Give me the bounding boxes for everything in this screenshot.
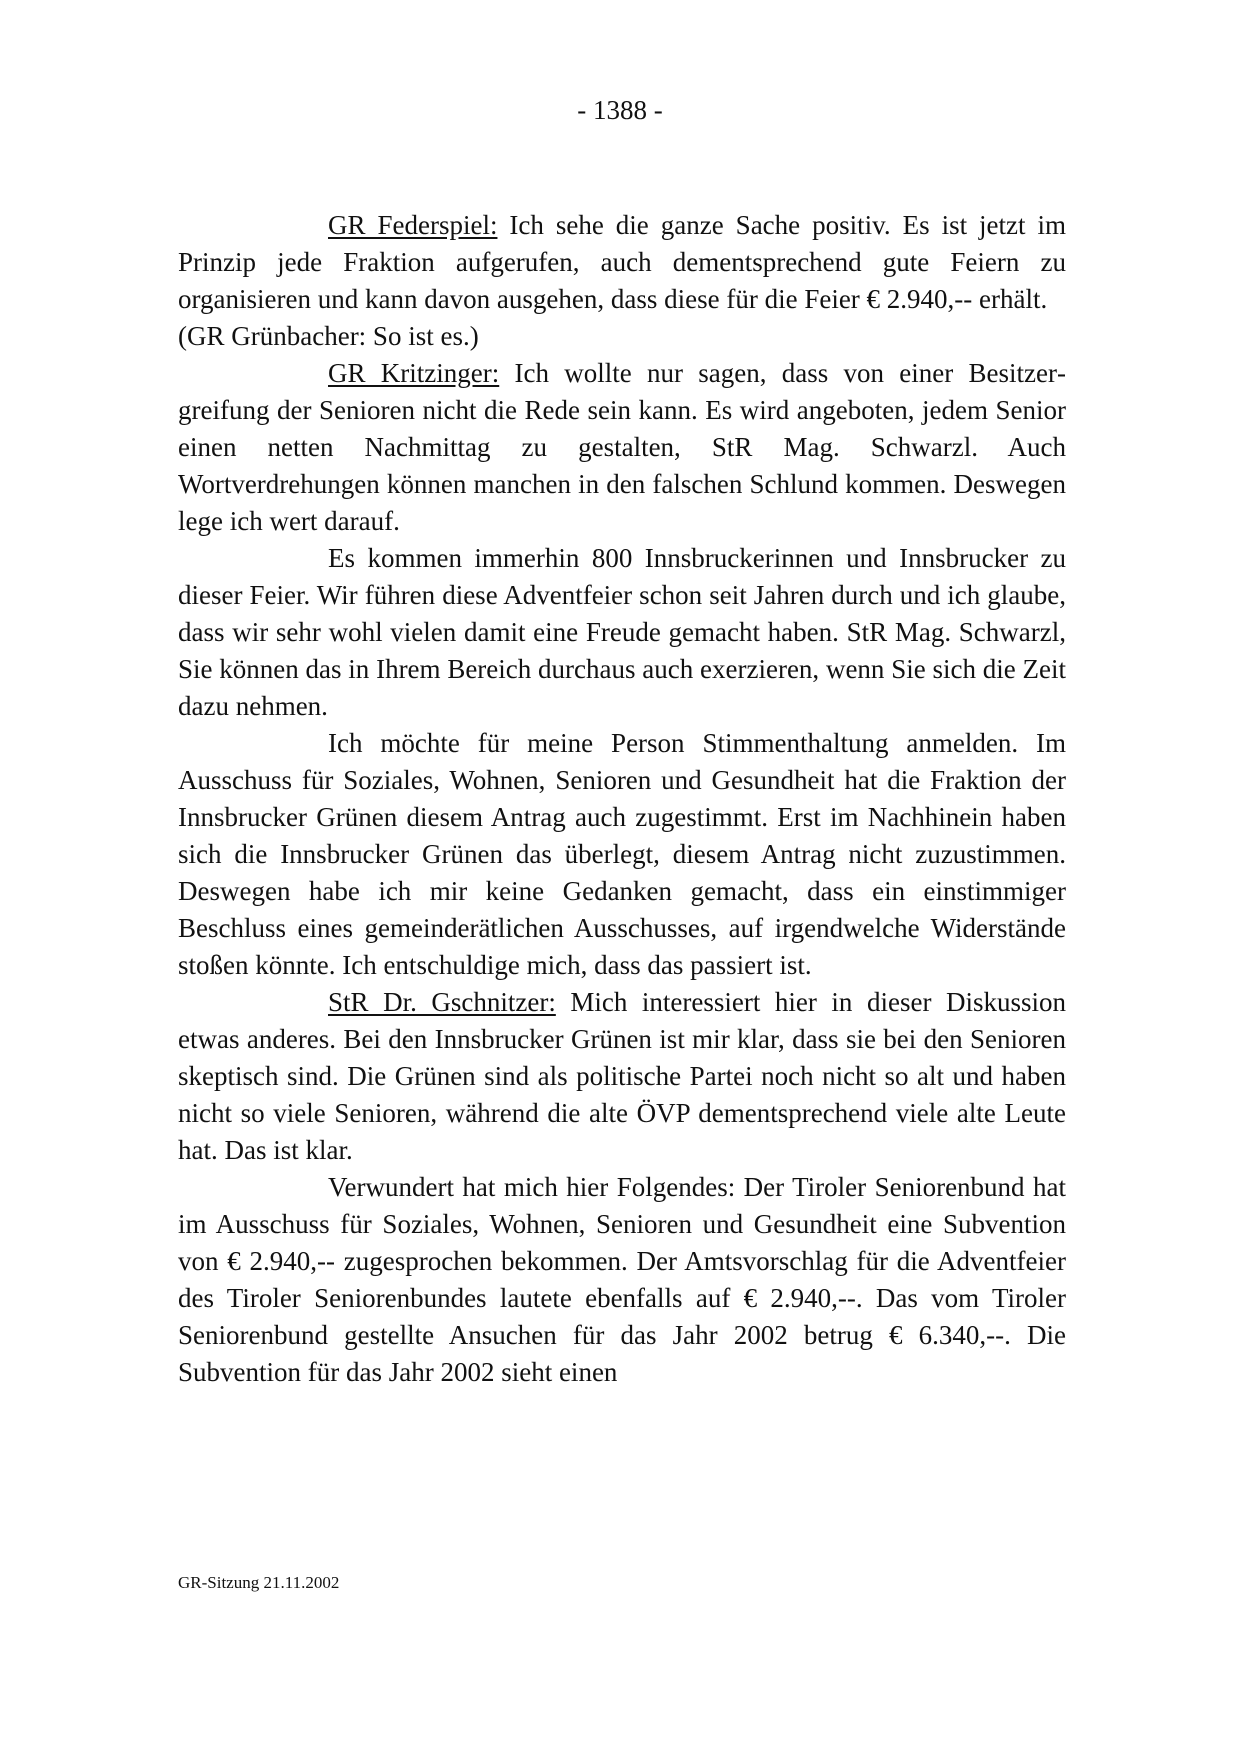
speaker-name: GR Kritzinger: — [328, 358, 500, 388]
paragraph-text: Mich interessiert hier in dieser Diskussion etwas anderes. Bei den Innsbrucker Grünen ist mir klar, dass sie bei den Senioren skeptisch sind. Die Grünen sind als politische Partei noch nicht so alt und haben nicht so viele Senioren, während die alte ÖVP dementsprechend viele alte Leute hat. Das ist klar. — [178, 987, 1067, 1165]
paragraph-interjection — [178, 318, 1066, 355]
paragraph-federspiel — [178, 207, 1066, 318]
paragraph-text: Verwundert hat mich hier Folgendes: Der Tiroler Seniorenbund hat im Ausschuss für Soziales, Wohnen, Senioren und Gesundheit eine Subvention von € 2.940,-- zugesprochen bekommen. Der Amtsvorschlag für die Adventfeier des Tiroler Seniorenbundes lautete ebenfalls auf € 2.940,--. Das vom Tiroler Seniorenbund gestellte Ansuchen für das Jahr 2002 betrug € 6.340,--. Die Subvention für das Jahr 2002 sieht einen — [178, 1172, 1066, 1387]
paragraph-text: (GR Grünbacher: So ist es.) — [178, 321, 479, 351]
speaker-name: GR Federspiel: — [328, 210, 498, 240]
paragraph-kritzinger-2 — [178, 540, 1066, 725]
paragraph-kritzinger — [178, 355, 1066, 540]
page-number: - 1388 - — [577, 95, 663, 125]
paragraph-gschnitzer — [178, 984, 1066, 1169]
paragraph-text: Ich sehe die ganze Sache positiv. Es ist jetzt im Prinzip jede Fraktion aufgerufen, auch dementsprechend gute Feiern zu organisieren und kann davon ausgehen, dass diese für die Feier € 2.940,-- erhält. — [178, 210, 1066, 314]
paragraph-text: Ich möchte für meine Person Stimmenthaltung anmelden. Im Ausschuss für Soziales, Wohnen, Senioren und Gesundheit hat die Fraktion der Innsbrucker Grünen diesem Antrag auch zugestimmt. Erst im Nachhinein haben sich die Innsbrucker Grünen das überlegt, diesem Antrag nicht zuzustimmen. Deswegen habe ich mir keine Gedanken gemacht, dass ein einstimmiger Beschluss eines gemeinderätlichen Ausschusses, auf irgendwelche Widerstände stoßen könnte. Ich entschuldige mich, dass das passiert ist. — [178, 728, 1066, 980]
paragraph-text: Ich wollte nur sagen, dass von einer Besitzergreifung der Senioren nicht die Rede sein kann. Es wird angeboten, jedem Senior einen netten Nachmittag zu gestalten, StR Mag. Schwarzl. Auch Wortverdrehungen können manchen in den falschen Schlund kommen. Deswegen lege ich wert darauf. — [178, 358, 1066, 536]
paragraph-text: Es kommen immerhin 800 Innsbruckerinnen und Innsbrucker zu dieser Feier. Wir führen diese Adventfeier schon seit Jahren durch und ich glaube, dass wir sehr wohl vielen damit eine Freude gemacht haben. StR Mag. Schwarzl, Sie können das in Ihrem Bereich durchaus auch exerzieren, wenn Sie sich die Zeit dazu nehmen. — [178, 543, 1066, 721]
page-footer: GR-Sitzung 21.11.2002 — [178, 1573, 340, 1592]
document-body — [178, 207, 1066, 1391]
paragraph-gschnitzer-2 — [178, 1169, 1066, 1391]
speaker-name: StR Dr. Gschnitzer: — [328, 987, 556, 1017]
paragraph-kritzinger-3 — [178, 725, 1066, 984]
